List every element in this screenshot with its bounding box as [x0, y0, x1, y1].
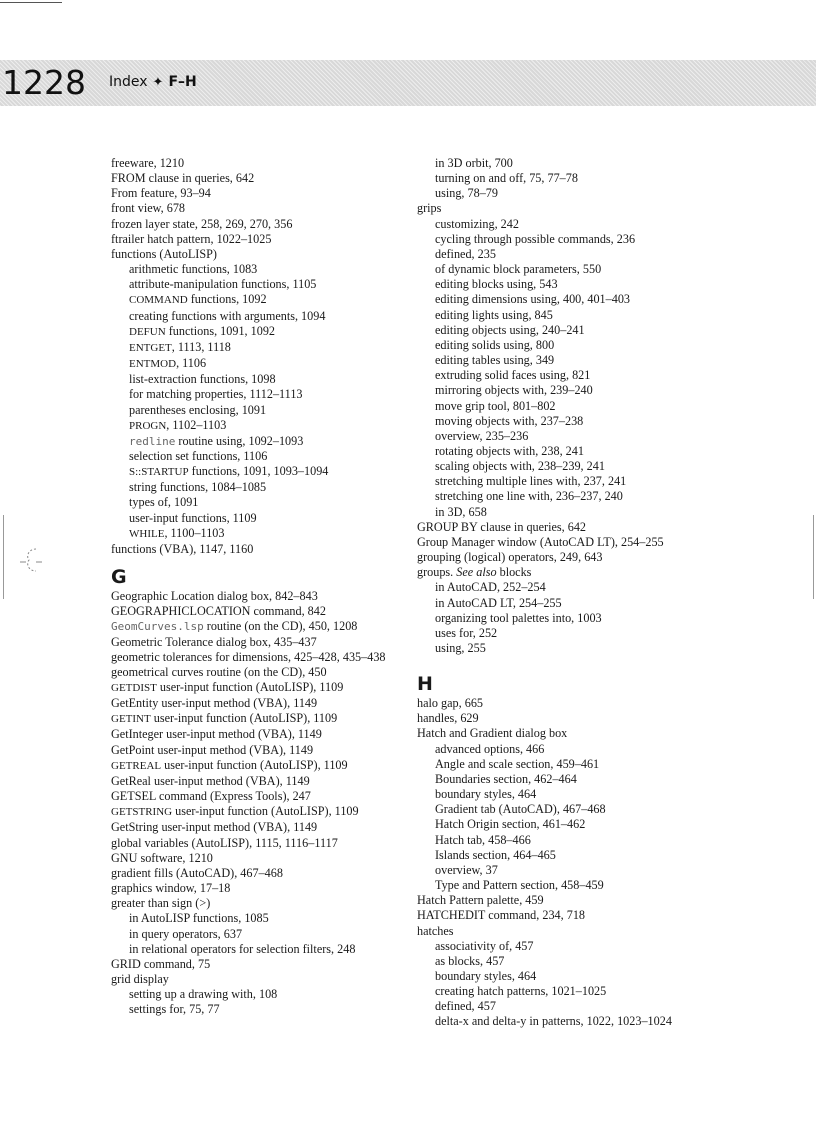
index-entry [417, 580, 807, 595]
index-text: mirroring objects with, 239–240 [435, 383, 593, 398]
index-term: redline [129, 434, 176, 448]
index-text: boundary styles, 464 [435, 787, 537, 802]
index-entry [111, 836, 401, 851]
index-text: grips [417, 201, 442, 216]
index-entry [111, 217, 401, 232]
index-entry [417, 156, 807, 171]
index-text: using, 78–79 [435, 186, 498, 201]
index-text: GetString user-input method (VBA), 1149 [111, 820, 318, 835]
index-entry [417, 171, 807, 186]
index-entry [417, 368, 807, 383]
index-entry [417, 757, 807, 772]
index-entry [417, 262, 807, 277]
index-text: turning on and off, 75, 77–78 [435, 171, 578, 186]
index-entry [417, 833, 807, 848]
index-text: GROUP BY clause in queries, 642 [417, 519, 587, 534]
index-text: GetEntity user-input method (VBA), 1149 [111, 696, 318, 711]
index-term: WHILE [129, 527, 165, 540]
index-entry [417, 186, 807, 201]
index-text: From feature, 93–94 [111, 186, 211, 201]
index-text: associativity of, 457 [435, 938, 534, 953]
index-entry [111, 881, 401, 896]
index-text: scaling objects with, 238–239, 241 [435, 459, 605, 474]
index-text: for matching properties, 1112–1113 [129, 387, 303, 402]
index-text: geometrical curves routine (on the CD), 450 [111, 664, 327, 679]
index-term: S::STARTUP [129, 466, 189, 479]
index-text: user-input function (AutoLISP), 1109 [150, 711, 338, 726]
index-text: defined, 457 [435, 999, 496, 1014]
index-text: Group Manager window (AutoCAD LT), 254–255 [417, 534, 664, 549]
index-entry [417, 505, 807, 520]
index-text: delta-x and delta-y in patterns, 1022, 1023–1024 [435, 1014, 672, 1029]
index-text: user-input function (AutoLISP), 1109 [161, 757, 348, 772]
index-entry [111, 957, 401, 972]
index-text: frozen layer state, 258, 269, 270, 356 [111, 216, 293, 231]
index-entry [417, 444, 807, 459]
h-entries-right [417, 696, 807, 1029]
index-text: grid display [111, 971, 169, 986]
index-entry [111, 247, 401, 262]
index-text: Hatch Pattern palette, 459 [417, 893, 544, 908]
index-entry [111, 156, 401, 171]
f-entries-left [111, 156, 401, 557]
index-text: overview, 235–236 [435, 428, 529, 443]
index-term: PROGN [129, 419, 167, 432]
index-entry [111, 851, 401, 866]
index-entry [417, 742, 807, 757]
index-entry [417, 772, 807, 787]
index-text: attribute-manipulation functions, 1105 [129, 277, 317, 292]
index-text: of dynamic block parameters, 550 [435, 262, 602, 277]
index-text: in AutoCAD LT, 254–255 [435, 595, 562, 610]
index-text: gradient fills (AutoCAD), 467–468 [111, 865, 283, 880]
index-text: Boundaries section, 462–464 [435, 771, 577, 786]
diamond-separator-icon: ✦ [152, 75, 164, 90]
index-entry [417, 429, 807, 444]
index-entry [417, 247, 807, 262]
index-text: functions, 1092 [187, 292, 267, 307]
index-text: functions (AutoLISP) [111, 246, 217, 261]
index-entry [111, 526, 401, 542]
index-text-continued: 435–438 [342, 649, 386, 664]
index-entry [417, 611, 807, 626]
index-text: overview, 37 [435, 862, 498, 877]
index-text: Hatch Origin section, 461–462 [435, 817, 586, 832]
index-text: creating hatch patterns, 1021–1025 [435, 984, 607, 999]
index-entry [417, 596, 807, 611]
index-entry [417, 383, 807, 398]
index-entry [111, 277, 401, 292]
index-entry [111, 542, 401, 557]
index-text: GRID command, 75 [111, 956, 211, 971]
index-entry [111, 232, 401, 247]
index-text: string functions, 1084–1085 [129, 480, 267, 495]
index-text: freeware, 1210 [111, 156, 185, 170]
index-text: parentheses enclosing, 1091 [129, 402, 267, 417]
index-text: , 1106 [176, 356, 207, 371]
index-entry [417, 696, 807, 711]
index-text: geometric tolerances for dimensions, 425–428, [111, 649, 340, 664]
index-entry [111, 911, 401, 926]
index-entry [417, 459, 807, 474]
index-text: ftrailer hatch pattern, 1022–1025 [111, 231, 272, 246]
index-term: GETSTRING [111, 806, 173, 819]
index-text: stretching multiple lines with, 237, 241 [435, 474, 627, 489]
index-entry [417, 277, 807, 292]
index-entry [417, 939, 807, 954]
letter-heading-h: H [417, 673, 433, 696]
index-entry [111, 495, 401, 510]
index-entry [417, 1014, 807, 1029]
index-entry [111, 665, 401, 680]
index-text: user-input functions, 1109 [129, 510, 257, 525]
index-text: editing lights using, 845 [435, 307, 553, 322]
index-entry [111, 711, 401, 727]
index-term: ENTMOD [129, 358, 177, 371]
index-text: GETSEL command (Express Tools), 247 [111, 789, 311, 804]
index-text: in 3D orbit, 700 [435, 156, 513, 170]
index-entry [417, 353, 807, 368]
index-text: functions, 1091, 1092 [165, 323, 276, 338]
index-entry [111, 696, 401, 711]
index-entry [417, 969, 807, 984]
index-entry [111, 774, 401, 789]
index-entry [111, 171, 401, 186]
index-entry [111, 604, 401, 619]
index-text: in 3D, 658 [435, 504, 487, 519]
index-text: GetPoint user-input method (VBA), 1149 [111, 742, 314, 757]
index-text: , 1100–1103 [164, 525, 225, 540]
index-text: editing tables using, 349 [435, 353, 555, 368]
index-entry [417, 999, 807, 1014]
index-entry [417, 217, 807, 232]
index-text: rotating objects with, 238, 241 [435, 443, 584, 458]
index-text: boundary styles, 464 [435, 968, 537, 983]
index-entry [417, 535, 807, 550]
index-text: stretching one line with, 236–237, 240 [435, 489, 623, 504]
index-text: extruding solid faces using, 821 [435, 368, 591, 383]
index-text: user-input function (AutoLISP), 1109 [156, 680, 344, 694]
index-text: front view, 678 [111, 201, 186, 216]
index-text: settings for, 75, 77 [129, 1002, 220, 1017]
index-entry [111, 635, 401, 650]
index-text: editing objects using, 240–241 [435, 322, 585, 337]
index-entry [417, 550, 807, 565]
index-text: cycling through possible commands, 236 [435, 231, 636, 246]
registration-mark-icon [20, 545, 42, 575]
index-text: functions (VBA), 1147, 1160 [111, 541, 254, 556]
see-also: See also [456, 565, 497, 580]
index-text: user-input function (AutoLISP), 1109 [172, 804, 359, 819]
index-text: in AutoLISP functions, 1085 [129, 911, 269, 926]
index-entry [417, 954, 807, 969]
index-text: GNU software, 1210 [111, 850, 213, 865]
index-term: DEFUN [129, 325, 166, 338]
index-text: functions, 1091, 1093–1094 [188, 464, 329, 479]
index-text: Islands section, 464–465 [435, 847, 556, 862]
section-spacer [417, 656, 807, 664]
index-entry [417, 863, 807, 878]
index-term: ENTGET [129, 341, 172, 354]
index-text: hatches [417, 923, 454, 938]
index-entry [111, 201, 401, 216]
index-term: GeomCurves.lsp [111, 620, 204, 634]
index-text: organizing tool palettes into, 1003 [435, 610, 602, 625]
index-entry [417, 878, 807, 893]
index-entry [111, 387, 401, 402]
index-entry [111, 942, 401, 957]
index-text: list-extraction functions, 1098 [129, 372, 276, 387]
index-entry [417, 787, 807, 802]
index-column-right [417, 156, 807, 1030]
index-entry [417, 474, 807, 489]
index-text: Gradient tab (AutoCAD), 467–468 [435, 802, 606, 817]
index-entry [111, 789, 401, 804]
index-text: editing blocks using, 543 [435, 277, 558, 292]
index-text: types of, 1091 [129, 495, 199, 510]
index-text: move grip tool, 801–802 [435, 398, 556, 413]
index-term: GETREAL [111, 759, 162, 772]
index-entry [111, 743, 401, 758]
index-text: routine (on the CD), 450, 1208 [203, 619, 358, 634]
index-text: Geographic Location dialog box, 842–843 [111, 589, 318, 604]
index-entry [417, 565, 807, 580]
index-entry [417, 726, 807, 741]
index-entry [417, 908, 807, 923]
index-entry [417, 626, 807, 641]
index-text: GEOGRAPHICLOCATION command, 842 [111, 604, 326, 619]
index-text: in relational operators for selection filters, 248 [129, 941, 356, 956]
index-entry [417, 292, 807, 307]
side-rule-right [813, 515, 814, 599]
index-entry [111, 403, 401, 418]
index-entry [417, 984, 807, 999]
index-entry [417, 399, 807, 414]
index-text: FROM clause in queries, 642 [111, 171, 255, 186]
index-text: advanced options, 466 [435, 741, 545, 756]
index-entry [417, 232, 807, 247]
index-text: editing dimensions using, 400, 401–403 [435, 292, 630, 307]
index-term: GETINT [111, 713, 151, 726]
index-entry [417, 308, 807, 323]
index-entry [417, 893, 807, 908]
index-entry [111, 464, 401, 480]
index-text: routine using, 1092–1093 [175, 433, 304, 448]
index-entry [111, 1002, 401, 1017]
index-entry [417, 924, 807, 939]
index-text: , 1113, 1118 [171, 339, 231, 354]
letter-heading-g: G [111, 566, 127, 589]
index-text: Hatch and Gradient dialog box [417, 726, 568, 741]
index-entry [111, 449, 401, 464]
index-entry [111, 356, 401, 372]
index-text: handles, 629 [417, 711, 479, 726]
index-text: editing solids using, 800 [435, 337, 555, 352]
index-text: graphics window, 17–18 [111, 881, 231, 896]
index-text: groups. [417, 565, 457, 580]
index-text: as blocks, 457 [435, 953, 505, 968]
index-entry [111, 619, 401, 634]
index-text: GetReal user-input method (VBA), 1149 [111, 773, 310, 788]
side-rule-left [3, 515, 4, 599]
index-entry [417, 414, 807, 429]
index-text: global variables (AutoLISP), 1115, 1116–1117 [111, 835, 338, 850]
index-text: creating functions with arguments, 1094 [129, 308, 326, 323]
index-text: moving objects with, 237–238 [435, 413, 584, 428]
g-entries-left [111, 589, 401, 1017]
index-entry [111, 972, 401, 987]
page-number: 1228 [2, 63, 86, 102]
running-head-range: F–H [168, 74, 197, 90]
index-entry [111, 987, 401, 1002]
index-entry [111, 804, 401, 820]
index-entry [111, 589, 401, 604]
index-entry [111, 896, 401, 911]
index-text: HATCHEDIT command, 234, 718 [417, 908, 586, 923]
index-entry [111, 292, 401, 308]
index-entry [111, 650, 401, 665]
index-text: setting up a drawing with, 108 [129, 987, 278, 1002]
index-text: customizing, 242 [435, 216, 519, 231]
index-text: greater than sign (>) [111, 896, 211, 911]
running-head-section: Index [109, 74, 148, 90]
index-entry [111, 418, 401, 434]
index-entry [111, 372, 401, 387]
index-entry [111, 480, 401, 495]
index-text: uses for, 252 [435, 625, 498, 640]
index-entry [111, 820, 401, 835]
index-entry [417, 711, 807, 726]
index-entry [111, 680, 401, 696]
index-entry [111, 324, 401, 340]
index-term: GETDIST [111, 682, 157, 694]
index-entry [417, 489, 807, 504]
index-text: , 1102–1103 [166, 417, 227, 432]
index-entry [111, 340, 401, 356]
index-entry [417, 201, 807, 216]
index-text: defined, 235 [435, 246, 496, 261]
index-text: grouping (logical) operators, 249, 643 [417, 550, 603, 565]
index-entry [417, 338, 807, 353]
index-text: in AutoCAD, 252–254 [435, 580, 546, 595]
index-text: Angle and scale section, 459–461 [435, 756, 600, 771]
index-entry [111, 927, 401, 942]
index-text: using, 255 [435, 641, 486, 655]
index-entry [417, 817, 807, 832]
running-head [109, 72, 197, 93]
index-entry [111, 309, 401, 324]
g-entries-right [417, 156, 807, 656]
index-column-left [111, 156, 401, 1017]
index-text: selection set functions, 1106 [129, 448, 268, 463]
index-text: in query operators, 637 [129, 926, 243, 941]
index-text: arithmetic functions, 1083 [129, 262, 258, 277]
index-text: Type and Pattern section, 458–459 [435, 878, 604, 893]
index-entry [111, 262, 401, 277]
index-entry [111, 727, 401, 742]
index-entry [417, 323, 807, 338]
index-entry [111, 434, 401, 449]
index-entry [111, 866, 401, 881]
index-text: Geometric Tolerance dialog box, 435–437 [111, 634, 317, 649]
index-entry [417, 520, 807, 535]
index-term: COMMAND [129, 294, 188, 307]
index-text: halo gap, 665 [417, 696, 484, 711]
index-text: Hatch tab, 458–466 [435, 832, 531, 847]
index-entry [417, 802, 807, 817]
index-entry [417, 848, 807, 863]
top-rule [0, 2, 62, 3]
index-entry [111, 186, 401, 201]
index-text-after: blocks [496, 565, 532, 580]
index-entry [111, 511, 401, 526]
index-entry [417, 641, 807, 656]
index-text: GetInteger user-input method (VBA), 1149 [111, 727, 322, 742]
index-entry [111, 758, 401, 774]
